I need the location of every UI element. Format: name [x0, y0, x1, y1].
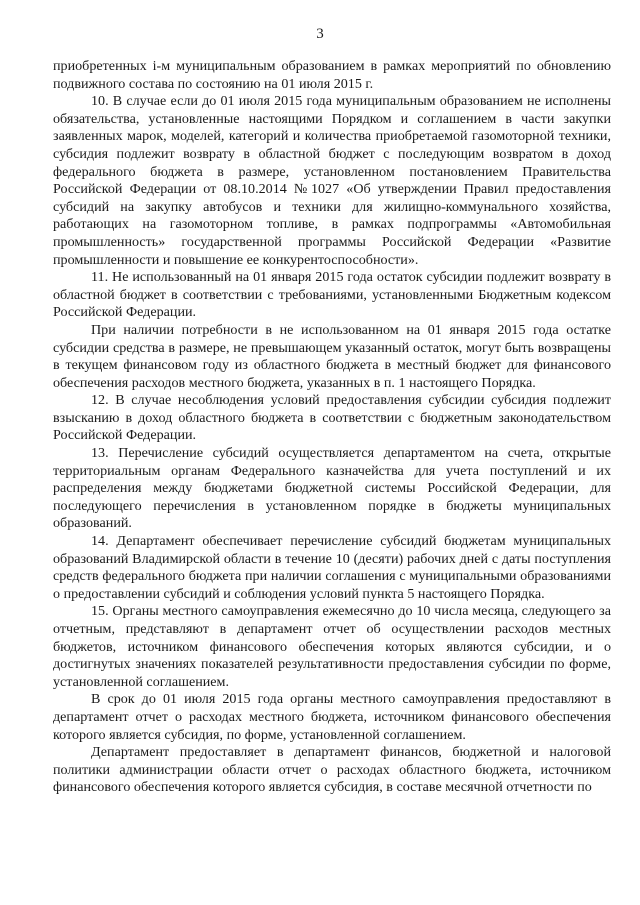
paragraph-item-14: 14. Департамент обеспечивает перечисление субсидий бюджетам муниципальных образований Владимирской области в течение 10 (десяти) рабочих дней с даты поступления средств федерального бюджета при наличии соглашения с муниципальными образованиями о предоставлении субсидий и соблюдения условий пункта 5 настоящего Порядка. [53, 533, 611, 602]
paragraph-item-15-department: Департамент предоставляет в департамент финансов, бюджетной и налоговой политики администрации области отчет о расходах областного бюджета, источником финансового обеспечения которого является субсидия, в составе месячной отчетности по [53, 744, 611, 796]
paragraph-item-11-extra: При наличии потребности в не использованном на 01 января 2015 года остатке субсидии средства в размере, не превышающем указанный остаток, могут быть возвращены в текущем финансовом году из областного бюджета в местный бюджет для финансового обеспечения расходов местного бюджета, указанных в п. 1 настоящего Порядка. [53, 321, 611, 391]
paragraph-item-10: 10. В случае если до 01 июля 2015 года муниципальным образованием не исполнены обязательства, установленные настоящими Порядком и соглашением в части закупки заявленных марок, моделей, категорий и количества приобретаемой газомоторной техники, субсидия подлежит возврату в областной бюджет с последующим возвратом в доход федерального бюджета в размере, установленном постановлением Правительства Российской Федерации от 08.10.2014 №1027 «Об утверждении Правил предоставления субсидий на закупку автобусов и техники для жилищно-коммунального хозяйства, работающих на газомоторном топливе, в рамках подпрограммы «Автомобильная промышленность» государственной программы Российской Федерации «Развитие промышленности и повышение ее конкурентоспособности». [53, 93, 611, 268]
paragraph-item-15-deadline: В срок до 01 июля 2015 года органы местного самоуправления предоставляют в департамент отчет о расходах местного бюджета, источником финансового обеспечения которого является субсидия, по форме, установленной соглашением. [53, 691, 611, 743]
paragraph-item-11: 11. Не использованный на 01 января 2015 года остаток субсидии подлежит возврату в областной бюджет в соответствии с требованиями, установленными Бюджетным кодексом Российской Федерации. [53, 269, 611, 321]
paragraph-item-13: 13. Перечисление субсидий осуществляется департаментом на счета, открытые территориальным органам Федерального казначейства для учета поступлений и их распределения между бюджетами бюджетной системы Российской Федерации, для последующего перечисления в установленном порядке в бюджеты муниципальных образований. [53, 445, 611, 532]
paragraph-item-15: 15. Органы местного самоуправления ежемесячно до 10 числа месяца, следующего за отчетным, представляют в департамент отчет об осуществлении расходов местных бюджетов, источником финансового обеспечения которых являются субсидии, и о достигнутых значениях показателей результативности предоставления субсидии по форме, установленной соглашением. [53, 603, 611, 690]
paragraph-continuation: приобретенных i-м муниципальным образованием в рамках мероприятий по обновлению подвижного состава по состоянию на 01 июля 2015 г. [53, 58, 611, 92]
document-body [53, 58, 611, 797]
page-number: 3 [316, 26, 324, 42]
paragraph-item-12: 12. В случае несоблюдения условий предоставления субсидии субсидия подлежит взысканию в доход областного бюджета в соответствии с бюджетным законодательством Российской Федерации. [53, 392, 611, 444]
